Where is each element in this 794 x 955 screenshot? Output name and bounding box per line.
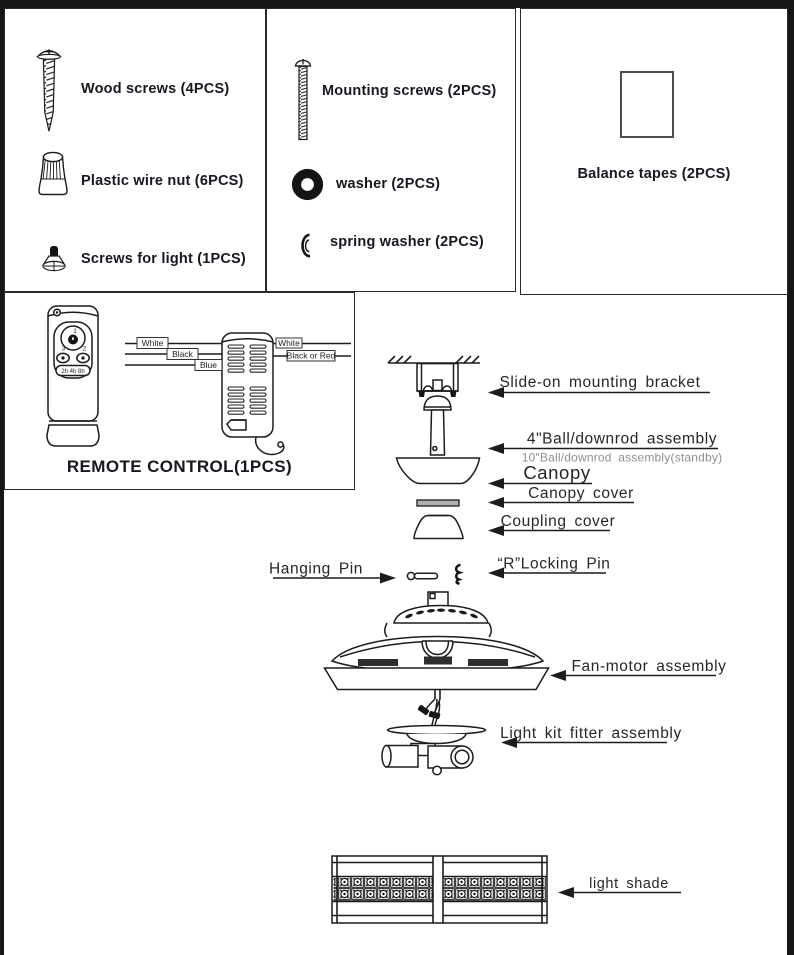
coupling-cover-drawing	[414, 516, 463, 539]
wire-label: Black or Red	[286, 350, 336, 361]
light-shade-label: light shade	[589, 876, 669, 892]
balance-tape-icon	[620, 71, 674, 138]
wire-label: Blue	[199, 360, 218, 370]
locking-pin-label: “R”Locking Pin	[497, 555, 611, 573]
mounting-bracket-drawing	[417, 364, 458, 398]
hardware-item-label: Plastic wire nut (6PCS)	[81, 173, 244, 189]
page-top-edge	[0, 0, 794, 8]
light-shade-drawing	[332, 856, 547, 923]
bracket-label: Slide-on mounting bracket	[499, 374, 701, 391]
hanging-pin-drawing	[407, 572, 437, 579]
wire-nut-icon	[38, 151, 68, 211]
wood-screw-icon	[35, 47, 63, 133]
shade-ornament-band	[444, 878, 547, 902]
dial-number: 2	[82, 345, 87, 353]
hardware-box-1	[4, 8, 266, 292]
callout-bracket	[488, 374, 710, 398]
hanging-pin-label: Hanging Pin	[268, 560, 364, 578]
light-screw-icon	[41, 245, 67, 272]
exploded-fan-diagram	[260, 330, 788, 955]
dial-number: 3	[61, 345, 66, 353]
callout-hanging-pin	[269, 561, 396, 584]
fan-motor-label: Fan-motor assembly	[571, 658, 727, 675]
light-kit-label: Light kit fitter assembly	[500, 725, 682, 742]
r-locking-pin-drawing	[456, 565, 459, 584]
downrod-drawing	[424, 396, 451, 455]
callout-locking-pin	[488, 556, 611, 579]
canopy-label: Canopy	[523, 462, 591, 483]
downrod-label: 4"Ball/downrod assembly	[526, 430, 718, 448]
coupling-cover-label: Coupling cover	[500, 513, 616, 530]
mounting-screw-icon	[293, 56, 313, 142]
canopy-cover-label: Canopy cover	[528, 485, 634, 502]
callout-light-kit	[500, 725, 682, 748]
hardware-item-label: Mounting screws (2PCS)	[322, 83, 497, 99]
ceiling-line	[388, 356, 480, 363]
hardware-item-label: spring washer (2PCS)	[330, 234, 484, 250]
canopy-cover-drawing	[417, 500, 459, 506]
motor-wires	[417, 690, 440, 725]
wire-label: White	[141, 338, 164, 348]
callout-fan-motor	[550, 658, 727, 681]
hardware-box-3	[520, 8, 788, 295]
callout-coupling-cover	[488, 513, 615, 536]
wire-label: White	[278, 337, 300, 348]
wire-label: Black	[172, 349, 193, 359]
light-kit-drawing	[382, 726, 486, 775]
hardware-box-2	[266, 8, 516, 292]
washer-icon	[291, 168, 324, 201]
downrod-standby-label: 10"Ball/downrod assembly(standby)	[521, 450, 723, 465]
shade-ornament-band	[334, 878, 433, 902]
fan-motor-drawing	[325, 592, 549, 690]
canopy-drawing	[397, 458, 480, 484]
remote-handset	[47, 306, 99, 446]
page-right-edge	[787, 0, 794, 955]
callout-light-shade	[558, 876, 681, 898]
spring-washer-icon	[298, 233, 314, 258]
remote-control-title: REMOTE CONTROL(1PCS)	[66, 457, 293, 476]
timer-button-label: 2h 4h 8h	[61, 369, 85, 375]
hardware-item-label: Wood screws (4PCS)	[81, 81, 230, 97]
callout-downrod	[488, 431, 722, 465]
hardware-item-label: Balance tapes (2PCS)	[577, 166, 731, 182]
callout-canopy-cover	[488, 485, 634, 508]
hardware-item-label: Screws for light (1PCS)	[81, 251, 246, 267]
receiver-connector	[227, 420, 246, 430]
hardware-item-label: washer (2PCS)	[336, 176, 441, 192]
dial-number: 1	[73, 328, 77, 335]
remote-battery-cover	[47, 425, 99, 446]
